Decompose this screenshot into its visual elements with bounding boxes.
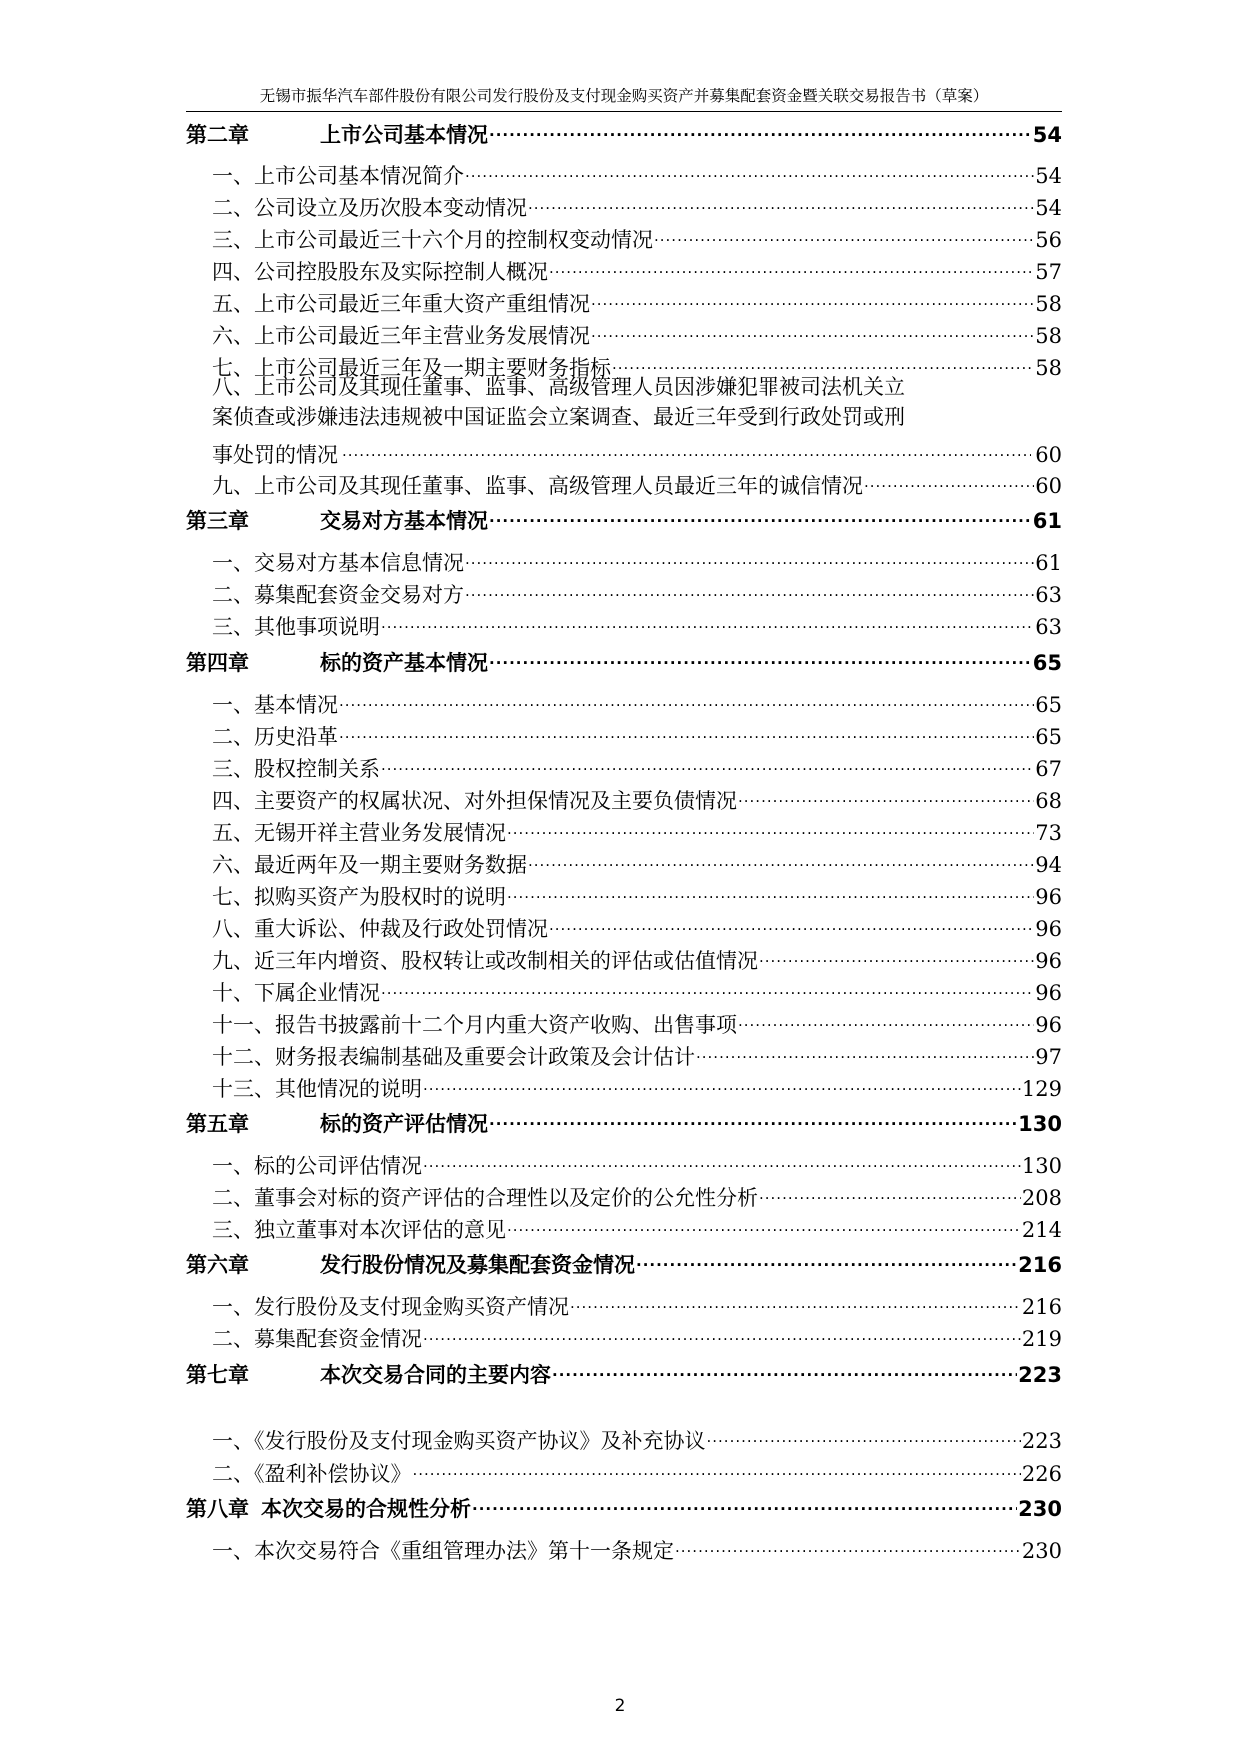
entry-last-line (212, 432, 1062, 467)
toc-chapter-5[interactable] (186, 1101, 1062, 1136)
dot-leader (413, 1451, 1021, 1481)
page-ref: 58 (1035, 356, 1062, 380)
toc-entry[interactable] (212, 938, 1062, 973)
dot-leader (381, 970, 1034, 1000)
dot-leader (472, 1486, 1017, 1516)
page-ref: 67 (1035, 757, 1062, 781)
dot-leader (612, 345, 1034, 375)
entry-title: 十一、报告书披露前十二个月内重大资产收购、出售事项 (212, 1013, 737, 1037)
page-ref: 58 (1035, 292, 1062, 316)
entry-title: 一、上市公司基本情况简介 (212, 164, 464, 188)
entry-title: 八、重大诉讼、仲裁及行政处罚情况 (212, 917, 548, 941)
toc-entry[interactable] (212, 345, 1062, 380)
toc-entry[interactable] (212, 746, 1062, 781)
page-ref: 54 (1032, 123, 1062, 147)
dot-leader (507, 1207, 1021, 1237)
dot-leader (423, 1316, 1021, 1346)
chapter-title: 标的资产基本情况 (320, 651, 488, 675)
page-ref: 96 (1035, 949, 1062, 973)
toc-entry[interactable] (212, 1207, 1062, 1242)
dot-leader (465, 572, 1034, 602)
running-header: 无锡市振华汽车部件股份有限公司发行股份及支付现金购买资产并募集配套资金暨关联交易报告书（草案） (259, 87, 989, 105)
dot-leader (489, 498, 1032, 528)
entry-title: 四、主要资产的权属状况、对外担保情况及主要负债情况 (212, 789, 737, 813)
page-number: 2 (614, 1696, 626, 1716)
entry-title-line: 案侦查或涉嫌违法违规被中国证监会立案调查、最近三年受到行政处罚或刑 (212, 404, 905, 429)
dot-leader (489, 112, 1032, 142)
dot-leader (381, 746, 1034, 776)
chapter-title: 交易对方基本情况 (320, 509, 488, 533)
page-ref: 96 (1035, 1013, 1062, 1037)
dot-leader (528, 842, 1034, 872)
toc-entry[interactable] (212, 1143, 1062, 1178)
toc-entry[interactable] (212, 810, 1062, 845)
page-ref: 208 (1021, 1186, 1062, 1210)
entry-title: 四、公司控股股东及实际控制人概况 (212, 260, 548, 284)
toc-entry[interactable] (212, 1034, 1062, 1069)
dot-leader (570, 1284, 1021, 1314)
entry-title: 二、公司设立及历次股本变动情况 (212, 196, 527, 220)
page-ref: 54 (1035, 164, 1062, 188)
chapter-title: 本次交易合同的主要内容 (320, 1363, 551, 1387)
toc-entry[interactable] (212, 1528, 1062, 1563)
page-ref: 226 (1021, 1462, 1062, 1486)
toc-entry[interactable] (212, 540, 1062, 575)
chapter-number: 第三章 (186, 509, 249, 533)
toc-entry[interactable] (212, 1284, 1062, 1319)
dot-leader (549, 249, 1034, 279)
entry-title-line: 八、上市公司及其现任董事、监事、高级管理人员因涉嫌犯罪被司法机关立 (212, 375, 905, 399)
toc-entry[interactable] (212, 778, 1062, 813)
toc-entry[interactable] (212, 682, 1062, 717)
dot-leader (339, 714, 1034, 744)
dot-leader (675, 1528, 1021, 1558)
page-ref: 230 (1018, 1497, 1062, 1521)
toc-entry[interactable] (212, 714, 1062, 749)
toc-entry[interactable] (212, 1316, 1062, 1351)
dot-leader (489, 640, 1032, 670)
page-ref: 219 (1021, 1327, 1062, 1351)
page-ref: 230 (1021, 1539, 1062, 1563)
page-ref: 97 (1035, 1045, 1062, 1069)
entry-title: 五、无锡开祥主营业务发展情况 (212, 821, 506, 845)
toc-entry[interactable] (212, 249, 1062, 284)
page-ref: 94 (1035, 853, 1062, 877)
page-ref: 56 (1035, 228, 1062, 252)
chapter-number: 第四章 (186, 651, 249, 675)
page-ref: 129 (1021, 1077, 1062, 1101)
toc-chapter-8[interactable] (186, 1486, 1062, 1521)
entry-title: 一、标的公司评估情况 (212, 1154, 422, 1178)
toc-chapter-7[interactable] (186, 1352, 1062, 1387)
toc-entry[interactable] (212, 153, 1062, 188)
chapter-number: 第七章 (186, 1363, 249, 1387)
dot-leader (759, 938, 1034, 968)
toc-entry[interactable] (212, 1418, 1062, 1453)
entry-title: 九、上市公司及其现任董事、监事、高级管理人员最近三年的诚信情况 (212, 474, 863, 498)
chapter-title: 上市公司基本情况 (320, 123, 488, 147)
entry-title: 一、交易对方基本信息情况 (212, 551, 464, 575)
page-ref: 65 (1035, 693, 1062, 717)
toc-entry[interactable] (212, 313, 1062, 348)
dot-leader (759, 1175, 1021, 1205)
dot-leader (423, 1066, 1021, 1096)
dot-leader (465, 153, 1034, 183)
entry-title: 七、拟购买资产为股权时的说明 (212, 885, 506, 909)
dot-leader (342, 432, 1031, 462)
entry-title: 一、基本情况 (212, 693, 338, 717)
page-ref: 216 (1018, 1253, 1062, 1277)
page-ref: 223 (1021, 1429, 1062, 1453)
entry-title: 三、其他事项说明 (212, 615, 380, 639)
page-ref: 96 (1035, 885, 1062, 909)
toc-entry[interactable] (212, 874, 1062, 909)
toc-entry[interactable] (212, 572, 1062, 607)
toc-chapter-3[interactable] (186, 498, 1062, 533)
chapter-title: 发行股份情况及募集配套资金情况 (320, 1253, 635, 1277)
dot-leader (591, 281, 1034, 311)
dot-leader (636, 1242, 1017, 1272)
chapter-title: 标的资产评估情况 (320, 1112, 488, 1136)
page-ref: 60 (1035, 474, 1062, 498)
toc-chapter-6[interactable] (186, 1242, 1062, 1277)
page-ref: 96 (1035, 917, 1062, 941)
dot-leader (507, 874, 1034, 904)
dot-leader (696, 1034, 1034, 1064)
entry-title: 六、上市公司最近三年主营业务发展情况 (212, 324, 590, 348)
page-ref: 58 (1035, 324, 1062, 348)
toc-entry[interactable] (212, 185, 1062, 220)
entry-title: 九、近三年内增资、股权转让或改制相关的评估或估值情况 (212, 949, 758, 973)
page-ref: 214 (1021, 1218, 1062, 1242)
chapter-number: 第二章 (186, 123, 249, 147)
dot-leader (707, 1418, 1021, 1448)
entry-title: 十、下属企业情况 (212, 981, 380, 1005)
dot-leader (423, 1143, 1021, 1173)
page-ref: 216 (1021, 1295, 1062, 1319)
entry-title: 一、《发行股份及支付现金购买资产协议》及补充协议 (212, 1429, 706, 1453)
page-ref: 130 (1021, 1154, 1062, 1178)
toc-entry[interactable] (212, 970, 1062, 1005)
toc-chapter-2[interactable] (186, 112, 1062, 147)
toc-chapter-4[interactable] (186, 640, 1062, 675)
dot-leader (381, 604, 1034, 634)
entry-title: 二、历史沿革 (212, 725, 338, 749)
entry-title: 七、上市公司最近三年及一期主要财务指标 (212, 356, 611, 380)
page-ref: 61 (1035, 551, 1062, 575)
dot-leader (552, 1352, 1017, 1382)
page-ref: 68 (1035, 789, 1062, 813)
toc-entry[interactable] (212, 1175, 1062, 1210)
toc-entry[interactable] (212, 281, 1062, 316)
entry-title: 一、发行股份及支付现金购买资产情况 (212, 1295, 569, 1319)
entry-title: 二、董事会对标的资产评估的合理性以及定价的公允性分析 (212, 1186, 758, 1210)
dot-leader (591, 313, 1034, 343)
dot-leader (654, 217, 1034, 247)
page-ref: 73 (1035, 821, 1062, 845)
entry-title: 十三、其他情况的说明 (212, 1077, 422, 1101)
page-ref: 96 (1035, 981, 1062, 1005)
chapter-title: 本次交易的合规性分析 (261, 1497, 471, 1521)
page-ref: 61 (1032, 509, 1062, 533)
entry-title: 六、最近两年及一期主要财务数据 (212, 853, 527, 877)
dot-leader (507, 810, 1034, 840)
entry-title: 十二、财务报表编制基础及重要会计政策及会计估计 (212, 1045, 695, 1069)
dot-leader (528, 185, 1034, 215)
toc-entry[interactable] (212, 463, 1062, 498)
page-ref: 57 (1035, 260, 1062, 284)
page-ref: 65 (1032, 651, 1062, 675)
toc-entry[interactable] (212, 906, 1062, 941)
entry-title: 五、上市公司最近三年重大资产重组情况 (212, 292, 590, 316)
page-ref: 130 (1018, 1112, 1062, 1136)
toc-entry[interactable] (212, 1002, 1062, 1037)
dot-leader (738, 1002, 1034, 1032)
dot-leader (489, 1101, 1017, 1131)
entry-title: 二、募集配套资金情况 (212, 1327, 422, 1351)
toc-entry[interactable] (212, 842, 1062, 877)
page-ref: 63 (1035, 615, 1062, 639)
chapter-number: 第五章 (186, 1112, 249, 1136)
toc-entry-multiline[interactable] (212, 373, 1062, 467)
page-ref: 54 (1035, 196, 1062, 220)
chapter-number: 第八章 (186, 1497, 249, 1521)
dot-leader (339, 682, 1034, 712)
entry-title: 三、独立董事对本次评估的意见 (212, 1218, 506, 1242)
entry-title: 三、股权控制关系 (212, 757, 380, 781)
entry-title: 三、上市公司最近三十六个月的控制权变动情况 (212, 228, 653, 252)
dot-leader (549, 906, 1034, 936)
dot-leader (864, 463, 1034, 493)
page-ref: 223 (1018, 1363, 1062, 1387)
toc-entry[interactable] (212, 217, 1062, 252)
entry-title-line: 事处罚的情况 (212, 442, 338, 467)
toc-entry[interactable] (212, 1451, 1062, 1486)
page-ref: 63 (1035, 583, 1062, 607)
entry-title: 一、本次交易符合《重组管理办法》第十一条规定 (212, 1539, 674, 1563)
dot-leader (465, 540, 1034, 570)
dot-leader (738, 778, 1034, 808)
entry-title: 二、《盈利补偿协议》 (212, 1462, 412, 1486)
toc-entry[interactable] (212, 1066, 1062, 1101)
chapter-number: 第六章 (186, 1253, 249, 1277)
toc-entry[interactable] (212, 604, 1062, 639)
page-ref: 60 (1035, 442, 1062, 467)
page-ref: 65 (1035, 725, 1062, 749)
entry-title: 二、募集配套资金交易对方 (212, 583, 464, 607)
